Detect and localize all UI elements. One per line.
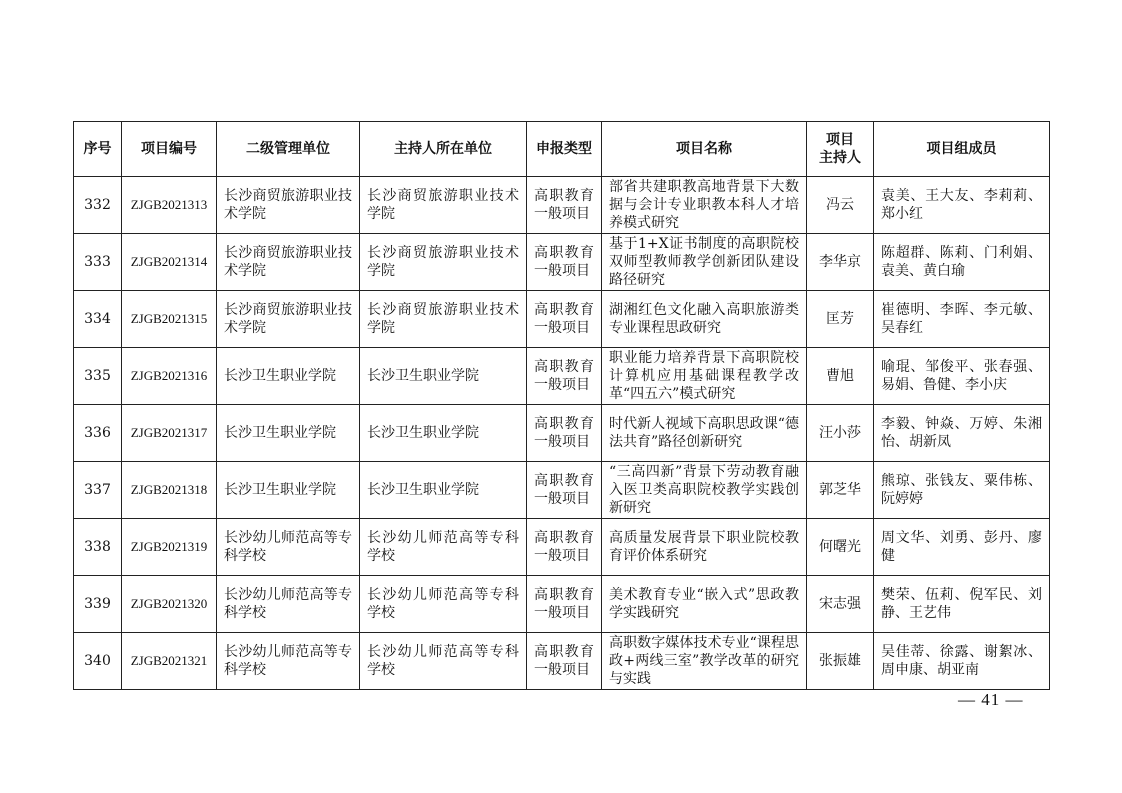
cell-code: ZJGB2021314 <box>122 234 217 291</box>
cell-seq: 332 <box>74 177 122 234</box>
cell-leader: 匡芳 <box>807 291 874 348</box>
cell-project-name: 湖湘红色文化融入高职旅游类专业课程思政研究 <box>602 291 807 348</box>
cell-code: ZJGB2021315 <box>122 291 217 348</box>
cell-leader: 何曙光 <box>807 519 874 576</box>
header-leader-line1: 项目 <box>826 132 854 148</box>
cell-host-unit: 长沙幼儿师范高等专科学校 <box>360 576 527 633</box>
header-code: 项目编号 <box>122 122 217 177</box>
cell-seq: 337 <box>74 462 122 519</box>
cell-secondary-unit: 长沙卫生职业学院 <box>217 405 360 462</box>
cell-secondary-unit: 长沙幼儿师范高等专科学校 <box>217 633 360 690</box>
cell-leader: 宋志强 <box>807 576 874 633</box>
cell-seq: 340 <box>74 633 122 690</box>
cell-members: 吴佳蒂、徐露、谢絮冰、周申康、胡亚南 <box>874 633 1050 690</box>
cell-type: 高职教育一般项目 <box>527 291 602 348</box>
cell-type: 高职教育一般项目 <box>527 633 602 690</box>
table-row <box>74 576 1050 633</box>
cell-secondary-unit: 长沙幼儿师范高等专科学校 <box>217 519 360 576</box>
header-type: 申报类型 <box>527 122 602 177</box>
cell-host-unit: 长沙卫生职业学院 <box>360 462 527 519</box>
cell-secondary-unit: 长沙卫生职业学院 <box>217 462 360 519</box>
header-name: 项目名称 <box>602 122 807 177</box>
header-members: 项目组成员 <box>874 122 1050 177</box>
cell-type: 高职教育一般项目 <box>527 462 602 519</box>
cell-type: 高职教育一般项目 <box>527 234 602 291</box>
cell-host-unit: 长沙幼儿师范高等专科学校 <box>360 519 527 576</box>
table-row <box>74 291 1050 348</box>
table-row <box>74 519 1050 576</box>
cell-secondary-unit: 长沙商贸旅游职业技术学院 <box>217 234 360 291</box>
header-leader <box>807 122 874 177</box>
cell-code: ZJGB2021317 <box>122 405 217 462</box>
cell-members: 崔德明、李晖、李元敏、吴春红 <box>874 291 1050 348</box>
header-host-unit: 主持人所在单位 <box>360 122 527 177</box>
cell-seq: 333 <box>74 234 122 291</box>
cell-seq: 335 <box>74 348 122 405</box>
cell-leader: 曹旭 <box>807 348 874 405</box>
cell-project-name: 高质量发展背景下职业院校教育评价体系研究 <box>602 519 807 576</box>
cell-members: 李毅、钟焱、万婷、朱湘怡、胡新凤 <box>874 405 1050 462</box>
cell-members: 周文华、刘勇、彭丹、廖健 <box>874 519 1050 576</box>
cell-seq: 339 <box>74 576 122 633</box>
cell-members: 樊荣、伍莉、倪军民、刘静、王艺伟 <box>874 576 1050 633</box>
cell-project-name: 部省共建职教高地背景下大数据与会计专业职教本科人才培养模式研究 <box>602 177 807 234</box>
cell-project-name: “三高四新”背景下劳动教育融入医卫类高职院校教学实践创新研究 <box>602 462 807 519</box>
cell-project-name: 职业能力培养背景下高职院校计算机应用基础课程教学改革“四五六”模式研究 <box>602 348 807 405</box>
cell-members: 喻琨、邹俊平、张春强、易娟、鲁健、李小庆 <box>874 348 1050 405</box>
cell-project-name: 高职数字媒体技术专业“课程思政+两线三室”教学改革的研究与实践 <box>602 633 807 690</box>
cell-host-unit: 长沙商贸旅游职业技术学院 <box>360 234 527 291</box>
cell-type: 高职教育一般项目 <box>527 519 602 576</box>
table-row <box>74 633 1050 690</box>
table-row <box>74 177 1050 234</box>
cell-members: 熊琼、张钱友、粟伟栋、阮婷婷 <box>874 462 1050 519</box>
cell-code: ZJGB2021320 <box>122 576 217 633</box>
cell-code: ZJGB2021316 <box>122 348 217 405</box>
cell-type: 高职教育一般项目 <box>527 348 602 405</box>
cell-seq: 336 <box>74 405 122 462</box>
cell-leader: 张振雄 <box>807 633 874 690</box>
cell-leader: 郭芝华 <box>807 462 874 519</box>
cell-project-name: 时代新人视域下高职思政课“德法共育”路径创新研究 <box>602 405 807 462</box>
cell-leader: 汪小莎 <box>807 405 874 462</box>
cell-host-unit: 长沙商贸旅游职业技术学院 <box>360 291 527 348</box>
cell-host-unit: 长沙幼儿师范高等专科学校 <box>360 633 527 690</box>
cell-host-unit: 长沙商贸旅游职业技术学院 <box>360 177 527 234</box>
cell-secondary-unit: 长沙幼儿师范高等专科学校 <box>217 576 360 633</box>
cell-code: ZJGB2021318 <box>122 462 217 519</box>
cell-type: 高职教育一般项目 <box>527 405 602 462</box>
cell-leader: 李华京 <box>807 234 874 291</box>
table-header-row <box>74 122 1050 177</box>
header-seq: 序号 <box>74 122 122 177</box>
cell-seq: 334 <box>74 291 122 348</box>
page-number: — 41 — <box>958 690 1024 709</box>
cell-project-name: 美术教育专业“嵌入式”思政教学实践研究 <box>602 576 807 633</box>
project-table <box>73 121 1050 690</box>
table-row <box>74 462 1050 519</box>
cell-host-unit: 长沙卫生职业学院 <box>360 348 527 405</box>
cell-leader: 冯云 <box>807 177 874 234</box>
cell-host-unit: 长沙卫生职业学院 <box>360 405 527 462</box>
cell-code: ZJGB2021313 <box>122 177 217 234</box>
cell-secondary-unit: 长沙商贸旅游职业技术学院 <box>217 291 360 348</box>
cell-type: 高职教育一般项目 <box>527 576 602 633</box>
cell-code: ZJGB2021319 <box>122 519 217 576</box>
cell-code: ZJGB2021321 <box>122 633 217 690</box>
header-leader-line2: 主持人 <box>819 150 861 166</box>
cell-type: 高职教育一般项目 <box>527 177 602 234</box>
table-body <box>74 177 1050 690</box>
cell-project-name: 基于1+X证书制度的高职院校双师型教师教学创新团队建设路径研究 <box>602 234 807 291</box>
cell-seq: 338 <box>74 519 122 576</box>
cell-secondary-unit: 长沙卫生职业学院 <box>217 348 360 405</box>
cell-members: 袁美、王大友、李莉莉、郑小红 <box>874 177 1050 234</box>
header-secondary-unit: 二级管理单位 <box>217 122 360 177</box>
table-row <box>74 234 1050 291</box>
cell-secondary-unit: 长沙商贸旅游职业技术学院 <box>217 177 360 234</box>
table-row <box>74 348 1050 405</box>
table-row <box>74 405 1050 462</box>
cell-members: 陈超群、陈莉、门利娟、袁美、黄白瑜 <box>874 234 1050 291</box>
